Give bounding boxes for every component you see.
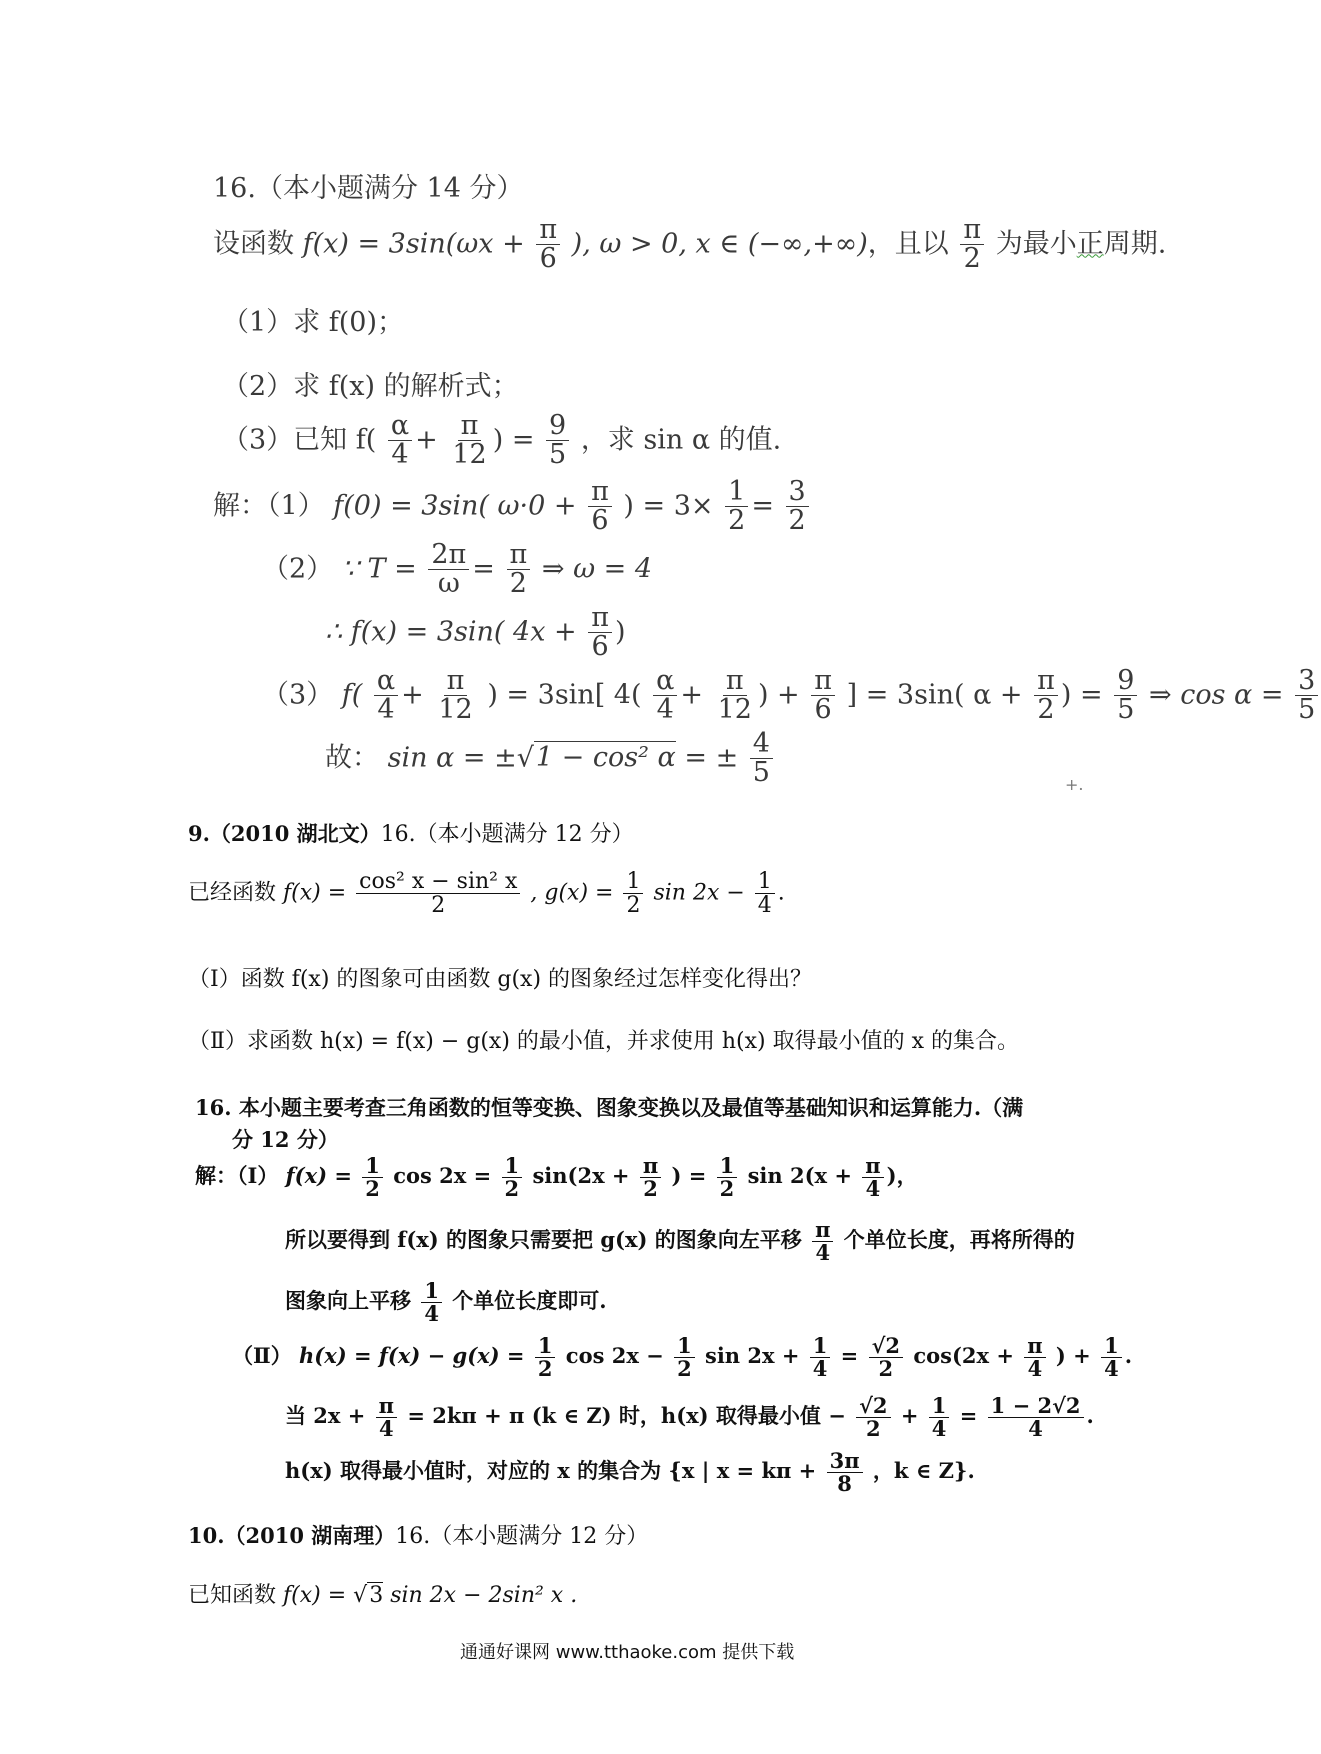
scan-question-2: （2）求 f(x) 的解析式； [222, 371, 519, 402]
problem-9-question-1: （Ⅰ）函数 f(x) 的图象可由函数 g(x) 的图象经过怎样变化得出？ [188, 967, 813, 992]
scan-solution-conclusion: 故： sin α = ±√1 − cos² α = ± $\frac{4}{5}$ [325, 730, 776, 788]
scan2-line-2: 所以要得到 f(x) 的图象只需要把 g(x) 的图象向左平移 $\frac{\pi}{4}$ 个单位长度，再将所得的 [285, 1217, 1075, 1266]
scan-dot-mark: +. [1065, 775, 1084, 794]
scan-question-3: （3）已知 f( $\frac{\alpha}{4}$ + $\frac{\pi}{12}$ ) = $\frac{9}{5}$ ，求 sin α 的值. [222, 410, 782, 471]
page-footer: 通通好课网 www.tthaoke.com 提供下载 [460, 1642, 795, 1663]
scan-solution-2b: ∴ f(x) = 3sin( 4x + $\frac{\pi}{6}$ ) [325, 602, 626, 663]
scan2-solution-2: （Ⅱ） h(x) = f(x) − g(x) = $\frac{1}{2}$ cos 2x − $\frac{1}{2}$ sin 2x + $\frac{1}{4}$ = $\frac{√2}{2}$ cos(2x + $\frac{\pi}{4}$ ) + $\frac{1}{4}$ . [232, 1333, 1133, 1382]
scan-problem-stem: 设函数 f(x) = 3sin(ωx + $\frac{\pi}{6}$ ), ω > 0, x ∈ (−∞,+∞)，且以 $\frac{\pi}{2}$ 为最小正周期. [213, 214, 1167, 275]
problem-9-question-2: （Ⅱ）求函数 h(x) = f(x) − g(x) 的最小值，并求使用 h(x) 取得最小值的 x 的集合。 [188, 1029, 1020, 1054]
scan-solution-1: 解：（1） f(0) = 3sin( ω·0 + $\frac{\pi}{6}$ ) = 3× $\frac{1}{2}$ = $\frac{3}{2}$ [213, 478, 812, 536]
scan2-solution-1: 解：（Ⅰ） f(x) = $\frac{1}{2}$ cos 2x = $\frac{1}{2}$ sin(2x + $\frac{\pi}{2}$ ) = $\frac{1}{2}$ sin 2(x + $\frac{\pi}{4}$ )， [195, 1153, 918, 1202]
problem-9-header: 9.（2010 湖北文）16.（本小题满分 12 分） [188, 821, 634, 847]
scan-problem-header: 16.（本小题满分 14 分） [213, 173, 524, 204]
scan2-intro-line2: 分 12 分） [232, 1127, 339, 1152]
scan-solution-3: （3） f( $\frac{\alpha}{4}$ + $\frac{\pi}{12}$ ) = 3sin[ 4( $\frac{\alpha}{4}$ + $\frac{\pi}{12}$ ) + $\frac{\pi}{6}$ ] = 3sin( α + $\frac{\pi}{2}$ ) = $\frac{9}{5}$ ⇒ cos α = $\frac{3}{5}$ [262, 667, 1321, 725]
scan2-line-5: 当 2x + $\frac{\pi}{4}$ = 2kπ + π (k ∈ Z) 时，h(x) 取得最小值 − $\frac{√2}{2}$ + $\frac{1}{4}$ = $\frac{1 - 2√2}{4}$ . [285, 1393, 1094, 1442]
scan2-intro-line1: 16. 本小题主要考查三角函数的恒等变换、图象变换以及最值等基础知识和运算能力.（满 [195, 1095, 1024, 1120]
scan2-line-6: h(x) 取得最小值时，对应的 x 的集合为 {x | x = kπ + $\frac{3\pi}{8}$ ，k ∈ Z}. [285, 1448, 975, 1497]
problem-10-stem: 已知函数 f(x) = √3 sin 2x − 2sin² x . [188, 1583, 578, 1608]
scan2-line-3: 图象向上平移 $\frac{1}{4}$ 个单位长度即可. [285, 1278, 607, 1327]
scan-question-1: （1）求 f(0)； [222, 307, 404, 338]
problem-9-stem: 已经函数 f(x) = $\frac{\text{cos² x − sin² x}}{2}$ , g(x) = $\frac{1}{2}$ sin 2x − $\frac{1}{4}$ . [188, 869, 785, 919]
scan-solution-2: （2） ∵ T = $\frac{2\pi}{\omega}$ = $\frac{\pi}{2}$ ⇒ ω = 4 [262, 539, 653, 600]
problem-10-header: 10.（2010 湖南理）16.（本小题满分 12 分） [188, 1523, 649, 1549]
